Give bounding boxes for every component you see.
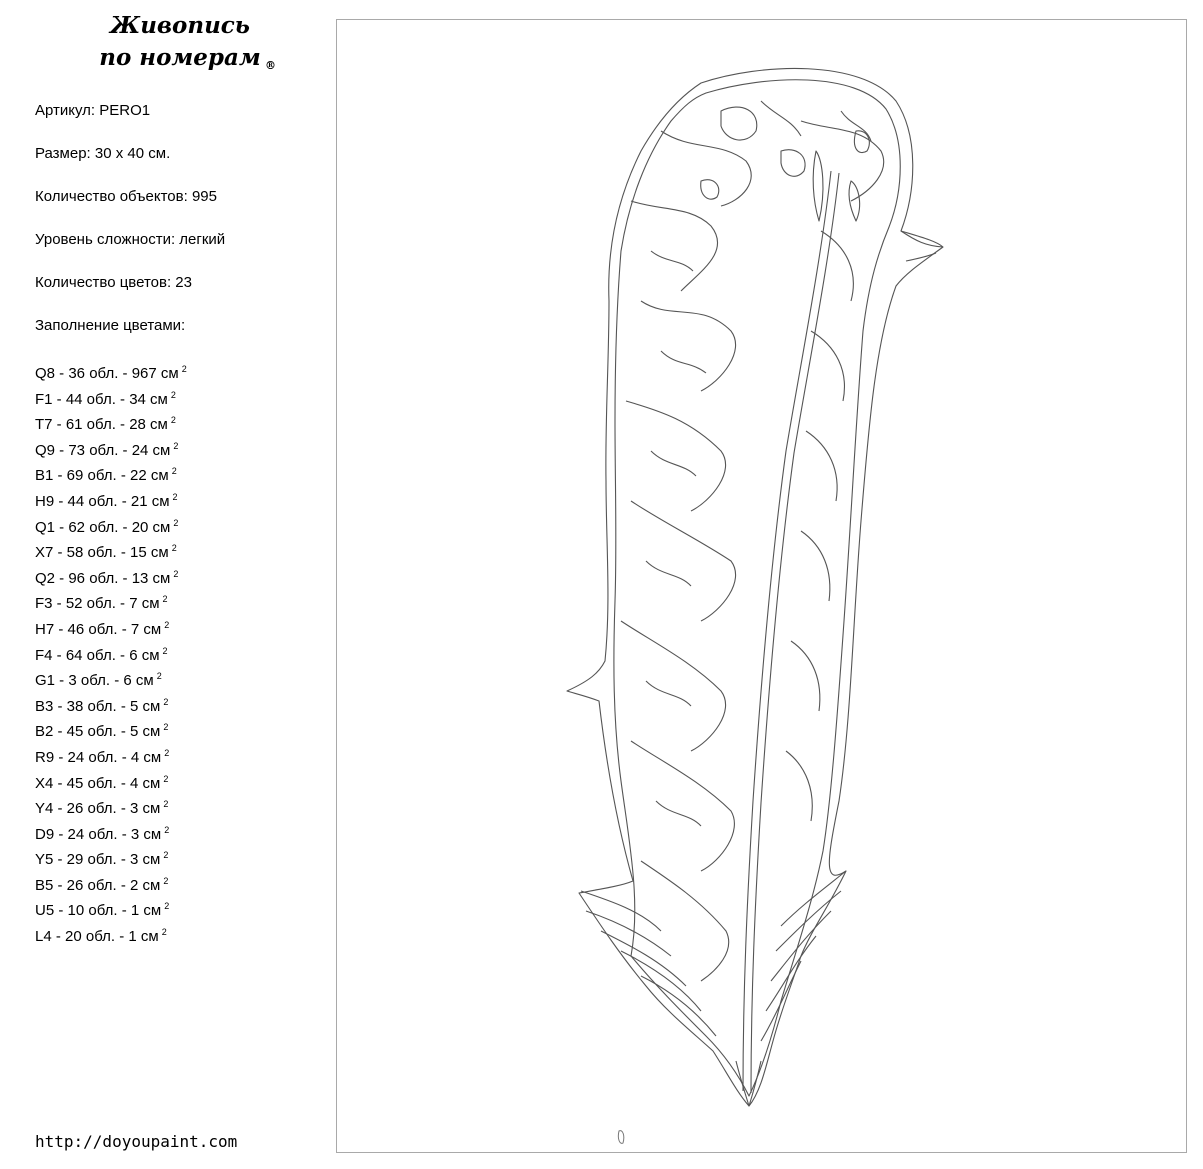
color-fill-text: X4 - 45 обл. - 4 см: [35, 774, 161, 792]
color-fill-item: [35, 692, 187, 718]
square-unit-exponent: 2: [164, 901, 170, 912]
square-unit-exponent: 2: [173, 517, 179, 528]
square-unit-exponent: 2: [163, 722, 169, 733]
color-fill-text: Q2 - 96 обл. - 13 см: [35, 569, 171, 587]
color-fill-item: [35, 436, 187, 462]
color-fill-text: Y5 - 29 обл. - 3 см: [35, 851, 161, 869]
color-fill-item: [35, 589, 187, 615]
color-fill-text: Q9 - 73 обл. - 24 см: [35, 441, 171, 459]
brand-logo: [60, 10, 300, 74]
square-unit-exponent: 2: [164, 747, 170, 758]
color-fill-item: [35, 896, 187, 922]
square-unit-exponent: 2: [156, 671, 162, 682]
square-unit-exponent: 2: [181, 364, 187, 374]
fill-title: Заполнение цветами:: [35, 317, 186, 334]
color-fill-text: T7 - 61 обл. - 28 см: [35, 416, 168, 434]
color-fill-text: F4 - 64 обл. - 6 см: [35, 646, 160, 664]
square-unit-exponent: 2: [163, 875, 169, 886]
color-fill-text: R9 - 24 обл. - 4 см: [35, 748, 162, 766]
website-link[interactable]: http://doyoupaint.com: [35, 1132, 238, 1151]
color-fill-text: F3 - 52 обл. - 7 см: [35, 595, 160, 613]
feather-outline-icon: [337, 20, 1186, 1152]
color-fill-text: X7 - 58 обл. - 15 см: [35, 544, 169, 562]
square-unit-exponent: 2: [171, 543, 177, 554]
color-fill-text: G1 - 3 обл. - 6 см: [35, 672, 154, 690]
square-unit-exponent: 2: [172, 491, 178, 502]
color-fill-text: B1 - 69 обл. - 22 см: [35, 467, 169, 485]
color-fill-item: [35, 513, 187, 539]
small-mark: [618, 1131, 623, 1144]
color-fill-text: B2 - 45 обл. - 5 см: [35, 723, 161, 741]
color-fill-text: Y4 - 26 обл. - 3 см: [35, 800, 161, 818]
color-fill-item: [35, 487, 187, 513]
color-fill-text: B5 - 26 обл. - 2 см: [35, 876, 161, 894]
color-fill-item: [35, 769, 187, 795]
feather-outer-contour: [567, 68, 943, 1106]
color-fill-item: [35, 461, 187, 487]
color-fill-text: H9 - 44 обл. - 21 см: [35, 492, 170, 510]
artwork-frame: [336, 19, 1187, 1153]
color-fill-item: [35, 410, 187, 436]
color-fill-text: D9 - 24 обл. - 3 см: [35, 825, 162, 843]
color-fill-item: [35, 538, 187, 564]
color-fill-text: B3 - 38 обл. - 5 см: [35, 697, 161, 715]
feather-inner-contour: [614, 80, 900, 1096]
feather-shaft: [743, 171, 831, 1091]
color-fill-item: [35, 845, 187, 871]
square-unit-exponent: 2: [164, 619, 170, 630]
color-fill-text: L4 - 20 обл. - 1 см: [35, 928, 159, 946]
objects-count-label: Количество объектов: 995: [35, 188, 217, 205]
color-fill-item: [35, 385, 187, 411]
color-fill-item: [35, 359, 187, 385]
square-unit-exponent: 2: [164, 824, 170, 835]
product-info: [35, 100, 225, 358]
color-fill-item: [35, 564, 187, 590]
square-unit-exponent: 2: [161, 927, 167, 938]
color-fill-text: Q1 - 62 обл. - 20 см: [35, 518, 171, 536]
color-fill-text: U5 - 10 обл. - 1 см: [35, 902, 162, 920]
color-fill-item: [35, 794, 187, 820]
color-fill-text: Q8 - 36 обл. - 967 см: [35, 365, 179, 382]
color-fill-item: [35, 871, 187, 897]
difficulty-label: Уровень сложности: легкий: [35, 231, 226, 248]
color-fill-list: [35, 359, 187, 948]
square-unit-exponent: 2: [173, 440, 179, 451]
square-unit-exponent: 2: [163, 696, 169, 707]
colors-count-label: Количество цветов: 23: [35, 274, 192, 291]
brand-line-2: по номерам: [99, 44, 261, 71]
square-unit-exponent: 2: [163, 850, 169, 861]
square-unit-exponent: 2: [170, 415, 176, 426]
square-unit-exponent: 2: [171, 466, 177, 477]
color-fill-item: [35, 641, 187, 667]
color-fill-item: [35, 717, 187, 743]
square-unit-exponent: 2: [163, 773, 169, 784]
registered-mark: ®: [265, 59, 276, 72]
size-label: Размер: 30 х 40 см.: [35, 145, 171, 162]
square-unit-exponent: 2: [162, 645, 168, 656]
brand-line-1: Живопись: [110, 12, 250, 39]
color-fill-item: [35, 615, 187, 641]
color-fill-text: H7 - 46 обл. - 7 см: [35, 620, 162, 638]
square-unit-exponent: 2: [163, 799, 169, 810]
color-fill-item: [35, 666, 187, 692]
article-label: Артикул: PERO1: [35, 102, 151, 119]
color-fill-item: [35, 922, 187, 948]
square-unit-exponent: 2: [173, 568, 179, 579]
color-fill-item: [35, 743, 187, 769]
color-fill-text: F1 - 44 обл. - 34 см: [35, 390, 168, 408]
square-unit-exponent: 2: [170, 389, 176, 400]
color-fill-item: [35, 820, 187, 846]
square-unit-exponent: 2: [162, 594, 168, 605]
